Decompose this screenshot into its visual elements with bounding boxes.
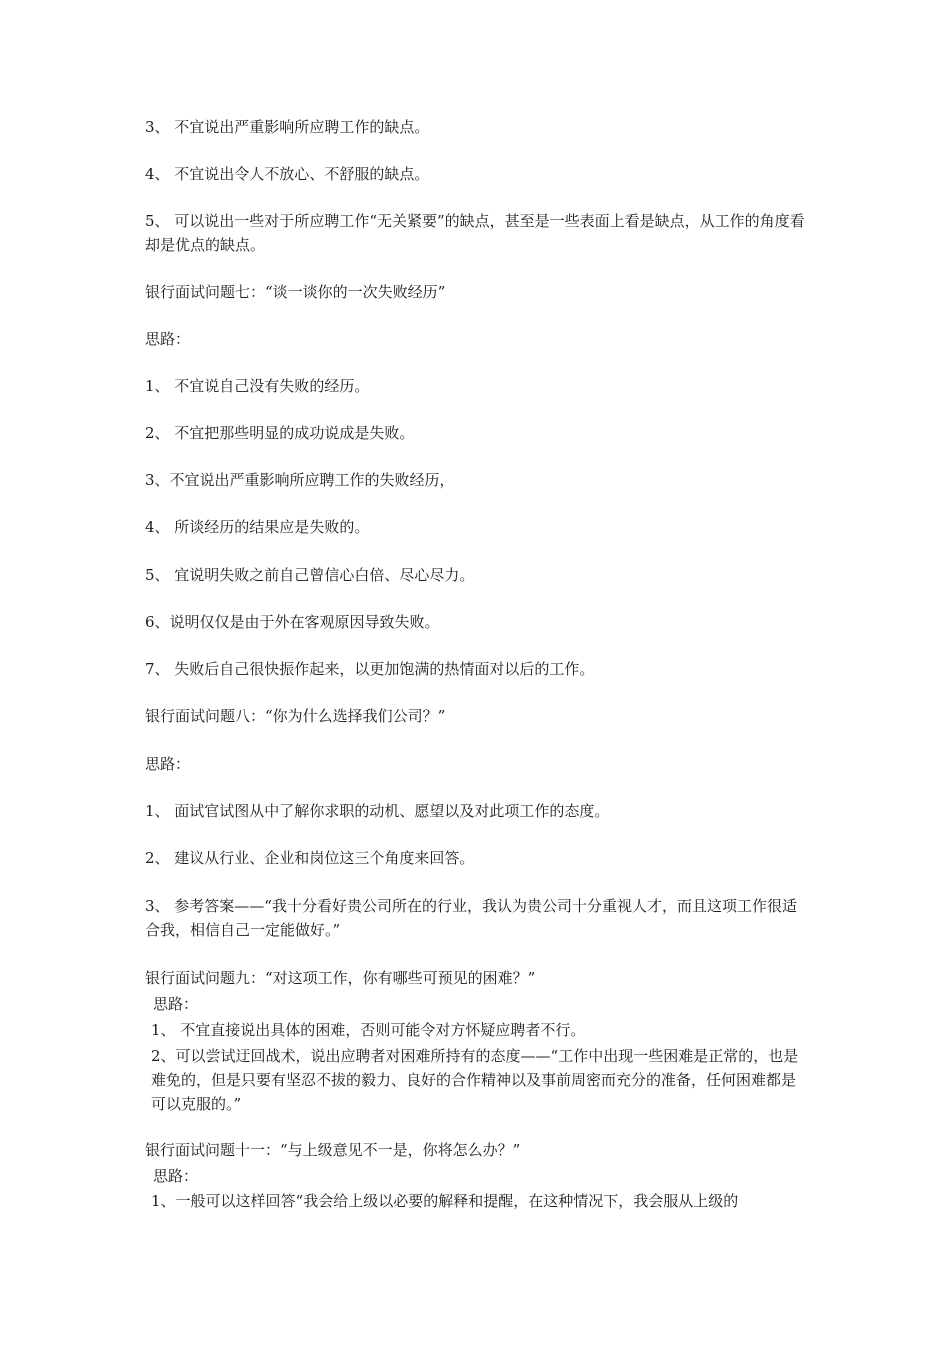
- section-heading: 银行面试问题七：“谈一谈你的一次失败经历”: [145, 283, 446, 301]
- list-item: 7、 失败后自己很快振作起来，以更加饱满的热情面对以后的工作。: [145, 660, 595, 678]
- section-heading: 银行面试问题十一：“与上级意见不一是，你将怎么办？”: [145, 1141, 521, 1159]
- list-item: 3、 参考答案——“我十分看好贵公司所在的行业，我认为贵公司十分重视人才，而且这项工作很适合我，相信自己一定能做好。”: [145, 897, 797, 939]
- approach-label: 思路：: [153, 1167, 199, 1185]
- list-item: 5、 可以说出一些对于所应聘工作“无关紧要”的缺点，甚至是一些表面上看是缺点，从工作的角度看却是优点的缺点。: [145, 212, 805, 254]
- list-item: 6、说明仅仅是由于外在客观原因导致失败。: [145, 613, 440, 631]
- list-item: 1、 不宜直接说出具体的困难，否则可能令对方怀疑应聘者不行。: [151, 1021, 586, 1039]
- list-item: 3、不宜说出严重影响所应聘工作的失败经历，: [145, 471, 455, 489]
- section-heading: 银行面试问题九：“对这项工作，你有哪些可预见的困难？”: [145, 969, 536, 987]
- list-item: 5、 宜说明失败之前自己曾信心白倍、尽心尽力。: [145, 566, 475, 584]
- list-item: 2、 建议从行业、企业和岗位这三个角度来回答。: [145, 849, 475, 867]
- list-item: 1、 不宜说自己没有失败的经历。: [145, 377, 370, 395]
- list-item: 2、 不宜把那些明显的成功说成是失败。: [145, 424, 415, 442]
- list-item: 2、可以尝试迂回战术，说出应聘者对困难所持有的态度——“工作中出现一些困难是正常的，也是难免的，但是只要有坚忍不拔的毅力、良好的合作精神以及事前周密而充分的准备，任何困难都是可以克服的。”: [151, 1047, 799, 1113]
- approach-label: 思路：: [153, 995, 199, 1013]
- list-item: 4、 所谈经历的结果应是失败的。: [145, 518, 370, 536]
- list-item: 1、一般可以这样回答“我会给上级以必要的解释和提醒，在这种情况下，我会服从上级的: [151, 1192, 739, 1210]
- section-heading: 银行面试问题八：“你为什么选择我们公司？”: [145, 707, 446, 725]
- list-item: 1、 面试官试图从中了解你求职的动机、愿望以及对此项工作的态度。: [145, 802, 610, 820]
- list-item: 4、 不宜说出令人不放心、不舒服的缺点。: [145, 165, 430, 183]
- list-item: 3、 不宜说出严重影响所应聘工作的缺点。: [145, 118, 430, 136]
- approach-label: 思路：: [145, 755, 191, 773]
- approach-label: 思路：: [145, 330, 191, 348]
